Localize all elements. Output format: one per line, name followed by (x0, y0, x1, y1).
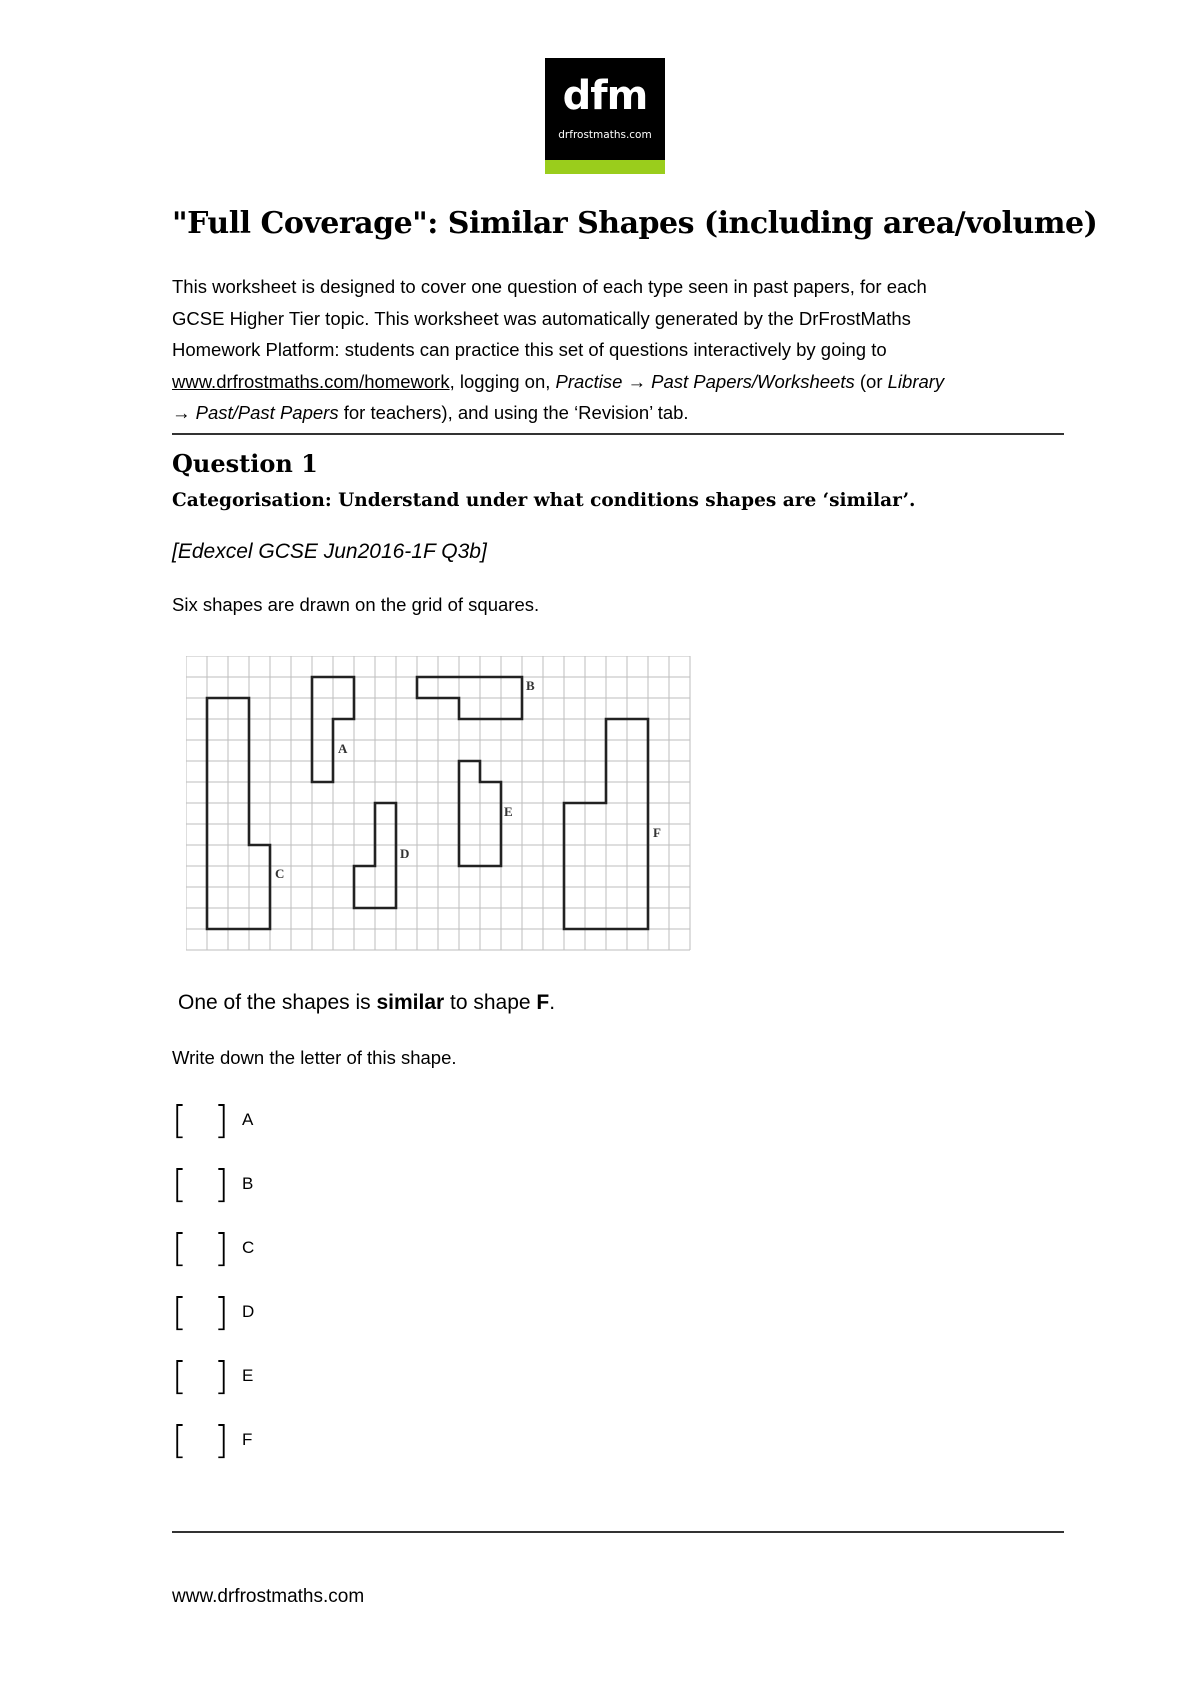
intro-past-past: Past/Past Papers (195, 402, 339, 423)
bracket-open: [ (172, 1226, 187, 1270)
intro-after-link: , logging on, (449, 370, 556, 392)
worksheet-title: "Full Coverage": Similar Shapes (including area/volume) (172, 206, 1098, 241)
bracket-close: ] (214, 1226, 229, 1270)
bracket-close: ] (214, 1098, 229, 1142)
ask-mid: to shape (444, 991, 537, 1014)
bracket-open: [ (172, 1162, 187, 1206)
ask-end: . (549, 991, 556, 1014)
grid-lines (186, 656, 690, 950)
footer-divider (172, 1531, 1064, 1533)
bracket-open: [ (172, 1354, 187, 1398)
logo-mark: dfm (562, 73, 648, 119)
homework-link[interactable]: www.drfrostmaths.com/homework (172, 370, 450, 392)
bracket-close: ] (214, 1418, 229, 1462)
intro-line-1: This worksheet is designed to cover one question of each type seen in past papers, for each (172, 276, 927, 297)
option-label: E (242, 1366, 254, 1385)
bracket-close: ] (214, 1162, 229, 1206)
intro-practise: Practise (555, 370, 623, 392)
logo-site: drfrostmaths.com (558, 129, 652, 141)
intro-paragraph (172, 271, 1072, 429)
intro-line-3: Homework Platform: students can practice this set of questions interactively by going to (172, 339, 887, 360)
intro-arrow-2: → (172, 402, 196, 423)
grid-label-c: C (275, 866, 285, 881)
header-divider (172, 433, 1064, 435)
bracket-close: ] (214, 1290, 229, 1334)
ask-similar: similar (376, 991, 445, 1014)
question-instruction: Write down the letter of this shape. (172, 1047, 457, 1068)
intro-past-papers: Past Papers/Worksheets (651, 370, 855, 392)
logo-green-bar (545, 160, 665, 174)
bracket-open: [ (172, 1290, 187, 1334)
intro-tail: for teachers), and using the ‘Revision’ tab. (338, 402, 689, 423)
option-label: C (242, 1238, 255, 1257)
intro-line-5 (172, 397, 1072, 429)
intro-line-2: GCSE Higher Tier topic. This worksheet was automatically generated by the DrFrostMaths (172, 307, 911, 329)
option-label: A (242, 1110, 254, 1129)
intro-library: Library (887, 370, 945, 392)
ask-pre: One of the shapes is (178, 991, 377, 1014)
question-source: [Edexcel GCSE Jun2016-1F Q3b] (172, 540, 487, 563)
intro-line-4 (172, 366, 1072, 398)
grid-label-b: B (526, 678, 535, 693)
option-label: F (242, 1430, 253, 1449)
question-stem: Six shapes are drawn on the grid of squares. (172, 594, 540, 615)
grid-label-f: F (653, 825, 661, 840)
dfm-logo (545, 58, 665, 174)
intro-or: (or (854, 370, 888, 392)
bracket-close: ] (214, 1354, 229, 1398)
bracket-open: [ (172, 1418, 187, 1462)
grid-label-d: D (400, 846, 410, 861)
ask-shape: F (536, 991, 550, 1014)
question-categorisation: Categorisation: Understand under what conditions shapes are ‘similar’. (172, 490, 916, 511)
option-label: B (242, 1174, 254, 1193)
intro-arrow-1: → (622, 370, 652, 392)
bracket-open: [ (172, 1098, 187, 1142)
footer-url[interactable]: www.drfrostmaths.com (172, 1586, 365, 1607)
option-label: D (242, 1302, 255, 1321)
grid-label-a: A (338, 741, 348, 756)
grid-label-e: E (504, 804, 513, 819)
question-title: Question 1 (172, 449, 318, 478)
shape-c (207, 698, 270, 929)
question-prompt (178, 991, 555, 1015)
shapes-grid-figure (186, 656, 692, 952)
